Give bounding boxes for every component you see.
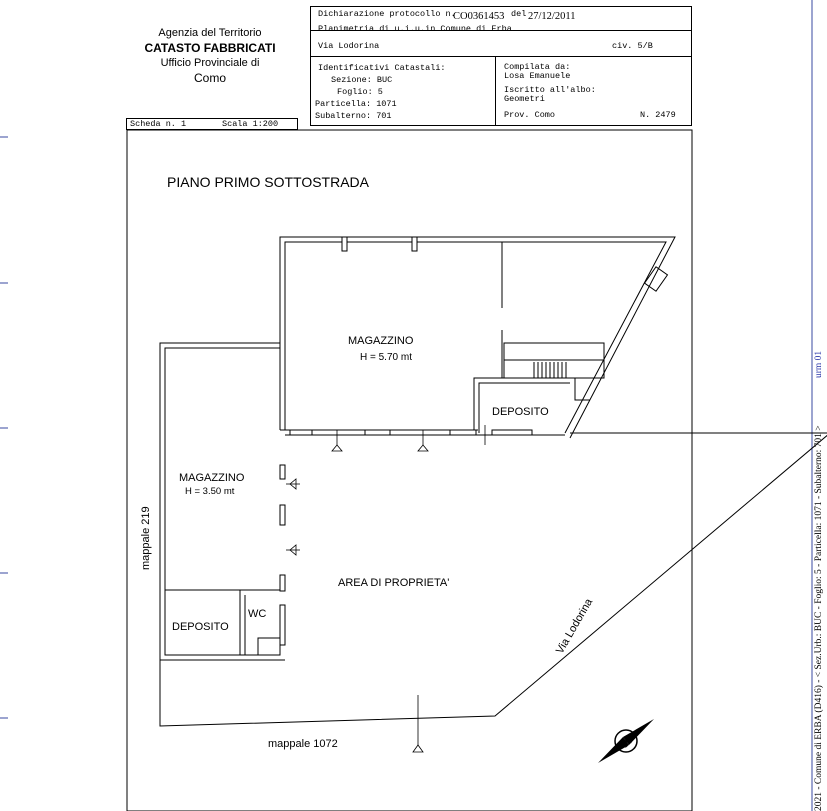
identificativi-label: Identificativi Catastali:: [318, 63, 446, 73]
magazzino-top-height: H = 5.70 mt: [360, 352, 412, 363]
iscritto-value: Geometri: [504, 94, 545, 104]
via-lodorina-label: Via Lodorina: [554, 596, 596, 656]
scala-text: Scala 1:200: [222, 119, 279, 129]
magazzino-top-label: MAGAZZINO: [348, 335, 414, 347]
magazzino-left-label: MAGAZZINO: [179, 472, 245, 484]
scheda-number: Scheda n. 1: [130, 119, 187, 129]
area-proprieta-label: AREA DI PROPRIETA': [338, 577, 450, 589]
numero-text: N. 2479: [640, 110, 676, 120]
protocollo-date: 27/12/2011: [528, 11, 576, 22]
office-agency: Agenzia del Territorio: [158, 27, 262, 39]
side-link[interactable]: urm 01: [814, 350, 824, 378]
office-ufficio: Ufficio Provinciale di: [160, 57, 260, 69]
particella-text: Particella: 1071: [315, 99, 397, 109]
compilata-name: Losa Emanuele: [504, 71, 571, 81]
iscritto-label: Iscritto all'albo:: [504, 85, 596, 95]
drawing-frame: [127, 130, 692, 811]
plan-title: PIANO PRIMO SOTTOSTRADA: [167, 174, 369, 190]
street-text: Via Lodorina: [318, 41, 380, 51]
mappale-1072-label: mappale 1072: [268, 738, 338, 750]
deposito-left-label: DEPOSITO: [172, 621, 229, 633]
magazzino-left-height: H = 3.50 mt: [185, 486, 235, 497]
civico-text: civ. 5/B: [612, 41, 653, 51]
planimetria-text: Planimetria di u.i.u.in Comune di Erba: [318, 24, 512, 34]
north-arrow-icon: [598, 719, 654, 763]
sezione-text: Sezione: BUC: [331, 75, 393, 85]
dichiarazione-label: Dichiarazione protocollo n.: [318, 9, 456, 19]
compilata-label: Compilata da:: [504, 62, 571, 72]
prov-text: Prov. Como: [504, 110, 556, 120]
foglio-text: Foglio: 5: [337, 87, 383, 97]
wc-label: WC: [248, 608, 267, 620]
svg-text:N: N: [617, 732, 635, 751]
office-catasto: CATASTO FABBRICATI: [144, 41, 276, 55]
del-label: del: [511, 9, 527, 19]
building-outline: [160, 237, 827, 726]
deposito-right-label: DEPOSITO: [492, 406, 549, 418]
office-city: Como: [193, 71, 226, 85]
subalterno-text: Subalterno: 701: [315, 111, 392, 121]
mappale-219-label: mappale 219: [140, 506, 152, 570]
protocollo-number: CO0361453: [453, 11, 505, 22]
stair-steps: [538, 362, 566, 378]
side-cadastral-text: 2021 - Comune di ERBA (D416) - < Sez.Urb.: BUC - Foglio: 5 - Particella: 1071 - Subalterno: 701 >: [814, 425, 824, 811]
